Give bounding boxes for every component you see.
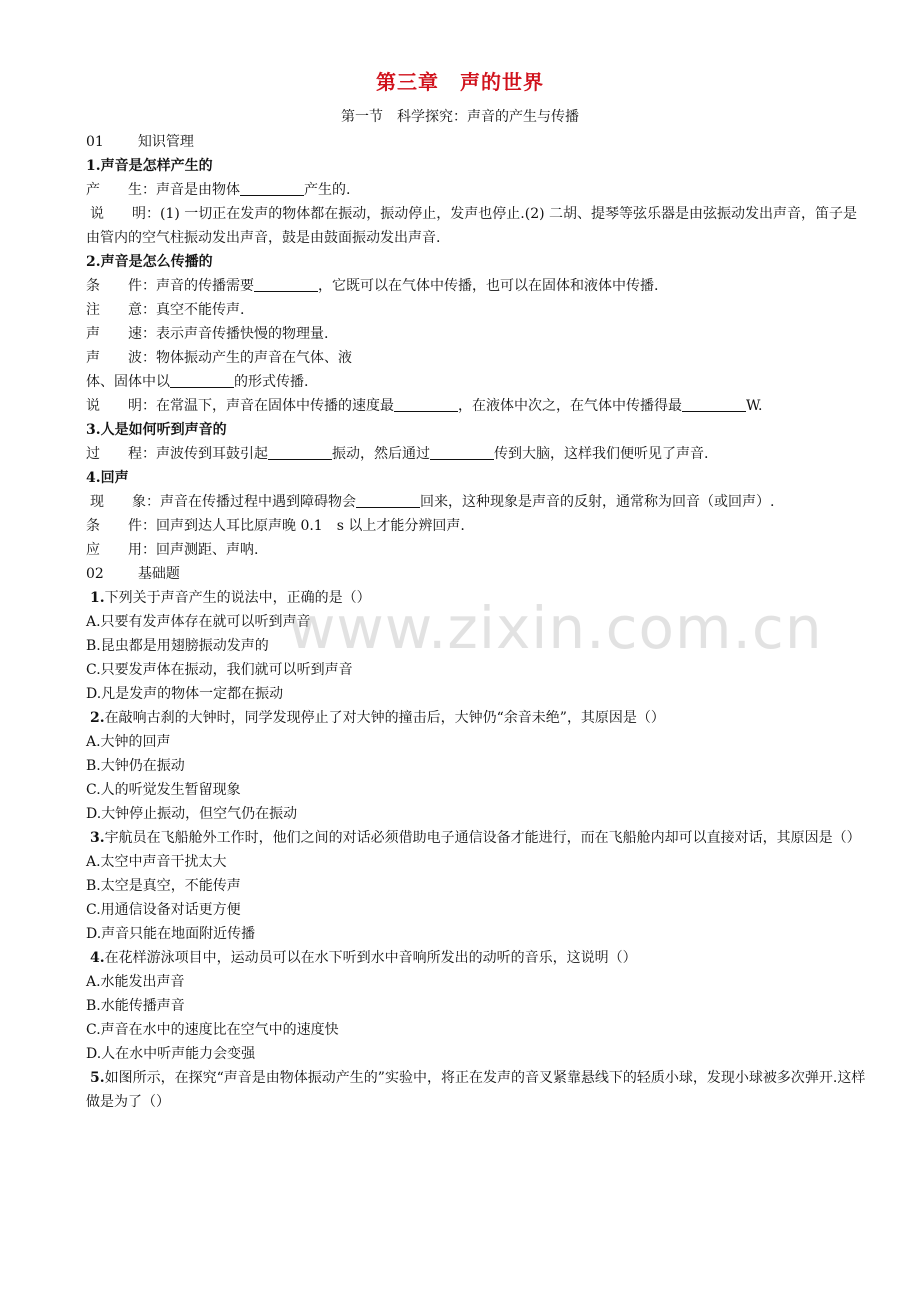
fill-blank[interactable] <box>356 493 420 508</box>
answer-option[interactable]: C.用通信设备对话更方便 <box>86 902 241 918</box>
answer-option[interactable]: D.人在水中听声能力会变强 <box>86 1046 256 1062</box>
line-text: ，它既可以在气体中传播，也可以在固体和液体中传播. <box>318 278 659 294</box>
line-text: 回来，这种现象是声音的反射，通常称为回音（或回声）. <box>420 494 775 510</box>
line-text: 说 明：在常温下，声音在固体中传播的速度最 <box>86 398 394 414</box>
knowledge-line <box>86 394 866 418</box>
document-body <box>86 130 866 1114</box>
answer-option[interactable]: D.大钟停止振动，但空气仍在振动 <box>86 806 298 822</box>
question-stem: 2.在敲响古刹的大钟时，同学发现停止了对大钟的撞击后，大钟仍“余音未绝”，其原因是（） <box>90 710 665 726</box>
line-text: 体、固体中以 <box>86 374 170 390</box>
knowledge-line <box>86 274 866 298</box>
watermark: www.zixin.com.cn <box>288 594 823 662</box>
fill-blank[interactable] <box>682 397 746 412</box>
answer-option[interactable]: A.只要有发声体存在就可以听到声音 <box>86 614 311 630</box>
question-stem: 1.下列关于声音产生的说法中，正确的是（） <box>90 590 371 606</box>
answer-option[interactable]: B.大钟仍在振动 <box>86 758 185 774</box>
answer-option[interactable]: A.水能发出声音 <box>86 974 185 990</box>
line-text: W. <box>746 398 763 414</box>
answer-option[interactable]: A.太空中声音干扰太大 <box>86 854 227 870</box>
section-number: 01 <box>86 134 104 150</box>
fill-blank[interactable] <box>394 397 458 412</box>
question-heading: 2.声音是怎么传播的 <box>86 254 213 270</box>
section-heading-basic <box>86 562 866 586</box>
knowledge-line: 声 波：物体振动产生的声音在气体、液 <box>86 350 352 366</box>
answer-option[interactable]: C.只要发声体在振动，我们就可以听到声音 <box>86 662 353 678</box>
question-stem: 5.如图所示，在探究“声音是由物体振动产生的”实验中，将正在发声的音叉紧靠悬线下的轻质小球，发现小球被多次弹开.这样做是为了（） <box>86 1070 866 1110</box>
knowledge-line: 条 件：回声到达人耳比原声晚 0.1 s 以上才能分辨回声. <box>86 518 465 534</box>
line-text: 的形式传播. <box>234 374 309 390</box>
section-subtitle: 第一节 科学探究：声音的产生与传播 <box>341 109 579 125</box>
question-heading: 1.声音是怎样产生的 <box>86 158 213 174</box>
question-number: 4. <box>90 950 105 966</box>
knowledge-line: 声 速：表示声音传播快慢的物理量. <box>86 326 329 342</box>
question-number: 3. <box>90 830 105 846</box>
answer-option[interactable]: C.声音在水中的速度比在空气中的速度快 <box>86 1022 339 1038</box>
fill-blank[interactable] <box>254 277 318 292</box>
answer-option[interactable]: A.大钟的回声 <box>86 734 171 750</box>
question-heading: 4.回声 <box>86 470 129 486</box>
knowledge-paragraph <box>86 490 866 514</box>
knowledge-line <box>86 178 866 202</box>
section-number: 02 <box>86 566 104 582</box>
fill-blank[interactable] <box>430 445 494 460</box>
question-stem: 4.在花样游泳项目中，运动员可以在水下听到水中音响所发出的动听的音乐，这说明（） <box>90 950 637 966</box>
knowledge-line: 注 意：真空不能传声. <box>86 302 245 318</box>
knowledge-line <box>86 442 866 466</box>
line-text: 振动，然后通过 <box>332 446 430 462</box>
fill-blank[interactable] <box>170 373 234 388</box>
line-text: 过 程：声波传到耳鼓引起 <box>86 446 268 462</box>
answer-option[interactable]: B.昆虫都是用翅膀振动发声的 <box>86 638 269 654</box>
line-text: 现 象：声音在传播过程中遇到障碍物会 <box>90 494 356 510</box>
answer-option[interactable]: D.声音只能在地面附近传播 <box>86 926 256 942</box>
line-text: 条 件：声音的传播需要 <box>86 278 254 294</box>
section-name: 知识管理 <box>137 134 194 150</box>
question-number: 1. <box>90 590 105 606</box>
knowledge-paragraph: 说 明：(1) 一切正在发声的物体都在振动，振动停止，发声也停止.(2) 二胡、提琴等弦乐器是由弦振动发出声音，笛子是由管内的空气柱振动发出声音，鼓是由鼓面振动发出声音. <box>86 206 858 246</box>
answer-option[interactable]: C.人的听觉发生暂留现象 <box>86 782 241 798</box>
answer-option[interactable]: D.凡是发声的物体一定都在振动 <box>86 686 284 702</box>
section-name: 基础题 <box>137 566 180 582</box>
knowledge-line: 应 用：回声测距、声呐. <box>86 542 259 558</box>
line-text: 产 生：声音是由物体 <box>86 182 240 198</box>
fill-blank[interactable] <box>240 181 304 196</box>
knowledge-line <box>86 370 866 394</box>
answer-option[interactable]: B.太空是真空，不能传声 <box>86 878 241 894</box>
fill-blank[interactable] <box>268 445 332 460</box>
line-text: 传到大脑，这样我们便听见了声音. <box>494 446 709 462</box>
question-number: 5. <box>90 1070 105 1086</box>
line-text: ，在液体中次之，在气体中传播得最 <box>458 398 682 414</box>
question-heading: 3.人是如何听到声音的 <box>86 422 227 438</box>
chapter-title: 第三章 声的世界 <box>376 70 544 94</box>
line-text: 产生的. <box>304 182 351 198</box>
question-list <box>86 586 866 1114</box>
question-number: 2. <box>90 710 105 726</box>
answer-option[interactable]: B.水能传播声音 <box>86 998 185 1014</box>
question-stem: 3.宇航员在飞船舱外工作时，他们之间的对话必须借助电子通信设备才能进行，而在飞船舱内却可以直接对话，其原因是（） <box>90 830 861 846</box>
section-heading-knowledge <box>86 130 866 154</box>
